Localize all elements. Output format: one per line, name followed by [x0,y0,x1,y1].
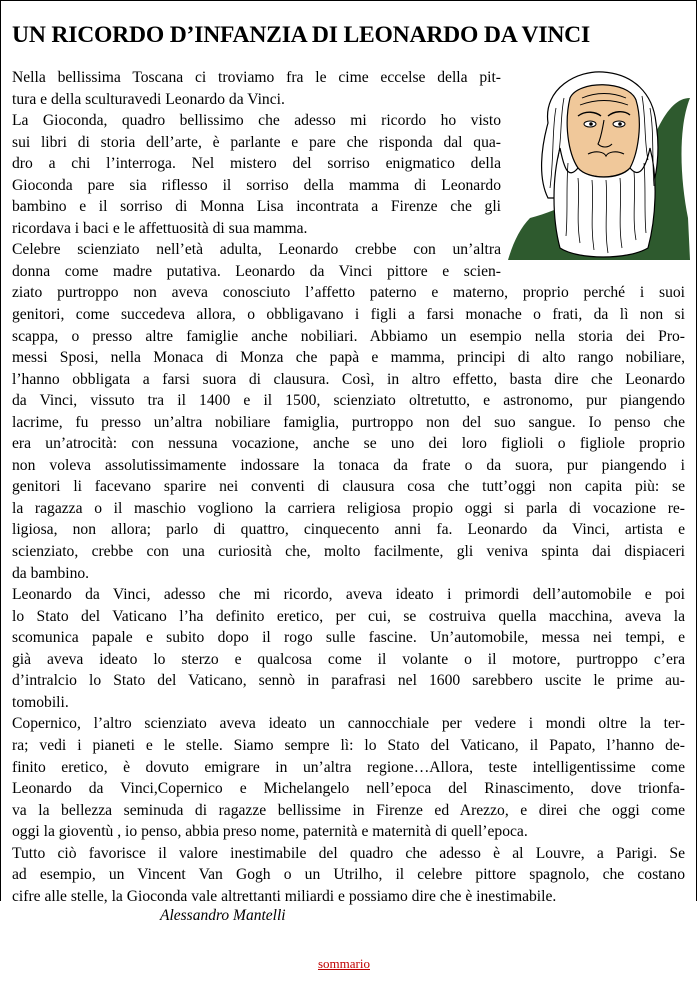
body-text-line: ra; vedi i pianeti e le stelle. Siamo sempre lì: lo Stato del Vaticano, il Papato, l’hanno de- [12,736,685,754]
page-title: UN RICORDO D’INFANZIA DI LEONARDO DA VINCI [12,22,590,48]
body-text-line: Celebre scienziato nell’età adulta, Leonardo crebbe con un’altra [12,241,501,259]
body-text-line: oggi la gioventù , io penso, abbia preso nome, paternità e maternità di quell’epoca. [12,823,528,841]
body-text-line: da bambino. [12,564,90,582]
body-text-line: va la bellezza seminuda di ragazze bellissime in Firenze ed Arezzo, e direi che oggi come [12,801,685,819]
body-text-line: messi Sposi, nella Monaca di Monza che papà e mamma, principi di alto rango nobiliare, [12,349,685,367]
body-text-line: lacrime, fu presso un’altra nobiliare famiglia, purtroppo non del suo sangue. Io penso che [12,413,685,431]
body-text-line: Tutto ciò favorisce il valore inestimabile del quadro che adesso è al Louvre, a Parigi. Se [12,844,685,862]
body-text-line: tura e della sculturavedi Leonardo da Vinci. [12,90,285,108]
body-text-line: Nella bellissima Toscana ci troviamo fra le cime eccelse della pit- [12,69,501,86]
body-text-line: ligiosa, non allora; parlo di quattro, cinquecento anni fa. Leonardo da Vinci, artista e [12,521,685,539]
author-signature: Alessandro Mantelli [160,907,286,924]
body-text-line: La Gioconda, quadro bellissimo che adesso mi ricordo ho visto [12,112,501,130]
body-text-line: bambino e il sorriso di Monna Lisa incontrata a Firenze che gli [12,198,501,216]
body-text-line: ziato purtroppo non aveva conosciuto l’affetto paterno e materno, proprio perché i suoi [12,284,685,302]
body-text-line: Copernico, l’altro scienziato aveva ideato un cannocchiale per vedere i mondi oltre la ter- [12,715,685,733]
body-text-line: tomobili. [12,693,69,711]
body-text-line: da Vinci, vissuto tra il 1400 e il 1500, scienziato oltretutto, e astronomo, pur piangendo [12,392,685,410]
sommario-link[interactable]: sommario [318,956,370,971]
body-text-line: Leonardo da Vinci, adesso che mi ricordo, aveva ideato i primordi dell’automobile e poi [12,586,685,604]
body-text-line: scomunica papale e subito dopo il rogo sulle fascine. Un’automobile, messa nei tempi, e [12,629,685,647]
body-text-line: ricordava i baci e le affettuosità di sua mamma. [12,219,308,237]
body-text-line: lo Stato del Vaticano l’ha definito eretico, per cui, se costruiva quella macchina, aveva la [12,607,685,625]
body-text-line: sui libri di storia dell’arte, è parlante e pare che risponda dal qua- [12,133,501,151]
body-text-line: cifre alle stelle, la Gioconda vale altrettanti miliardi e possiamo dire che è inestimabile. [12,887,557,905]
article-body [12,67,685,907]
body-text-line: scienziato, crebbe con una curiosità che, molto facilmente, gli veniva spinta dai dispiaceri [12,543,685,561]
body-text-line: la ragazza o il maschio vogliono la carriera religiosa propio oggi si parla di vocazione re- [12,499,685,517]
body-text-line: ad esempio, un Vincent Van Gogh o un Utrilho, il celebre pittore spagnolo, che costano [12,866,685,884]
body-text-line: Leonardo da Vinci,Copernico e Michelangelo nell’epoca del Rinascimento, dove trionfa- [12,780,685,798]
body-text-line: già aveva ideato lo sterzo e qualcosa come il volante o il motore, purtroppo c’era [12,650,685,668]
body-text-line: scappa, o presso altre famiglie anche nobiliari. Abbiamo un esempio nella storia dei Pro- [12,327,685,345]
body-text-line: dro a chi l’interroga. Nel mistero del sorriso enigmatico della [12,155,501,173]
body-text-line: Gioconda pare sia riflesso il sorriso della mamma di Leonardo [12,176,501,194]
body-text-line: era un’atrocità: con nessuna vocazione, anche se uno dei loro figlioli o figliole proprio [12,435,685,453]
body-text-line: d’intralcio lo Stato del Vaticano, sennò in parafrasi nel 1600 sarebbero uscite le prime au- [12,672,685,690]
body-text-line: genitori li facevano sparire nei conventi di clausura cosa che tutt’oggi non capita più: se [12,478,685,496]
body-text-line: finito eretico, è dovuto emigrare in un’altra regione…Allora, teste intelligentissime come [12,758,685,776]
body-text-line: l’hanno obbligata a farsi suora di clausura. Così, in altro effetto, basta dire che Leonardo [12,370,685,388]
body-text-line: non voleva assolutissimamente indossare la tonaca da frate o da suora, pur piangendo i [12,456,685,474]
body-text-line: genitori, come succedeva allora, o obbligavano i figli a farsi monache o frati, da lì non si [12,306,685,324]
body-text-line: donna come madre putativa. Leonardo da Vinci pittore e scien- [12,262,501,280]
